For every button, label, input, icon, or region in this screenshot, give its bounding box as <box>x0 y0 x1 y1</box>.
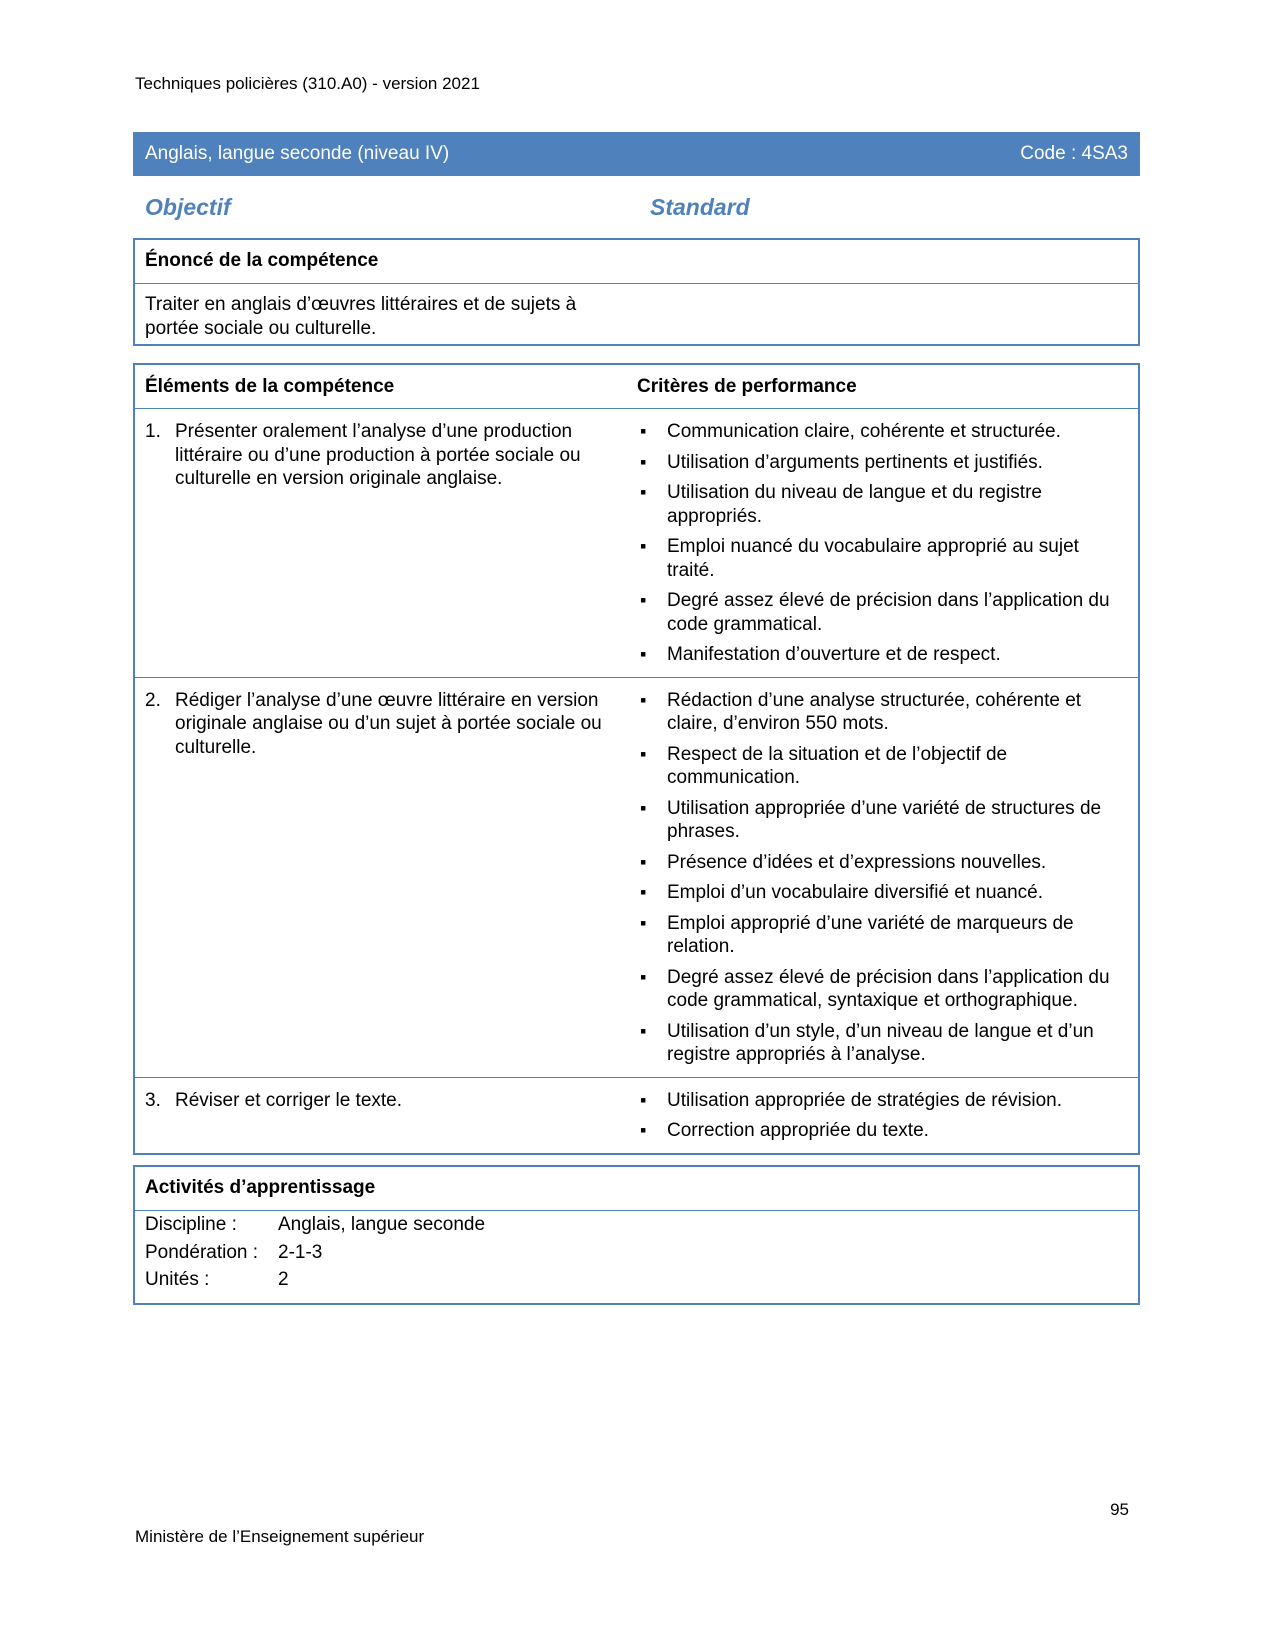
program-header: Techniques policières (310.A0) - version 2021 <box>135 74 480 93</box>
objectif-heading: Objectif <box>145 194 231 220</box>
element-text: Présenter oralement l’analyse d’une production littéraire ou d’une production à portée sociale ou culturelle en version originale anglaise. <box>175 421 581 489</box>
discipline-row <box>135 1211 1138 1239</box>
element-text: Réviser et corriger le texte. <box>175 1089 403 1111</box>
unites-row <box>135 1266 1138 1294</box>
enonce-box <box>133 238 1140 346</box>
table-row <box>135 409 1138 678</box>
table-row <box>135 678 1138 1078</box>
bullet-icon: ▪ <box>640 1089 647 1110</box>
list-item: ▪ Respect de la situation et de l’objectif de communication. <box>640 743 1008 788</box>
list-item: ▪ Emploi d’un vocabulaire diversifié et nuancé. <box>640 882 1043 903</box>
criteria-column-header: Critères de performance <box>637 375 857 397</box>
list-item: ▪ Utilisation appropriée de stratégies de révision. <box>640 1089 1062 1111</box>
standard-heading: Standard <box>650 194 750 220</box>
elements-column-header: Éléments de la compétence <box>145 375 395 397</box>
element-cell <box>135 409 637 677</box>
list-item: ▪ Communication claire, cohérente et structurée. <box>640 421 1061 442</box>
list-item: ▪ Utilisation du niveau de langue et du registre appropriés. <box>640 482 1042 527</box>
competence-table-header <box>135 365 1138 409</box>
bullet-icon: ▪ <box>640 797 647 818</box>
list-item: ▪ Correction appropriée du texte. <box>640 1120 929 1141</box>
bullet-icon: ▪ <box>640 421 647 441</box>
enonce-text: Traiter en anglais d’œuvres littéraires et de sujets à portée sociale ou culturelle. <box>145 294 577 339</box>
bullet-icon: ▪ <box>640 1120 647 1140</box>
activities-heading: Activités d’apprentissage <box>135 1167 1138 1211</box>
bullet-icon: ▪ <box>640 590 647 610</box>
list-item: ▪ Rédaction d’une analyse structurée, cohérente et claire, d’environ 550 mots. <box>640 689 1082 734</box>
element-number: 3. <box>145 1089 161 1111</box>
unites-label: Unités : <box>145 1269 210 1290</box>
bullet-icon: ▪ <box>640 451 647 472</box>
element-text: Rédiger l’analyse d’une œuvre littéraire en version originale anglaise ou d’un sujet à portée sociale ou culturelle. <box>175 689 602 758</box>
enonce-heading: Énoncé de la compétence <box>135 240 1138 284</box>
element-number: 1. <box>145 421 161 442</box>
criteria-cell <box>637 678 1138 1077</box>
bullet-icon: ▪ <box>640 689 647 710</box>
list-item: ▪ Utilisation d’un style, d’un niveau de langue et d’un registre appropriés à l’analyse. <box>640 1020 1094 1065</box>
discipline-label: Discipline : <box>145 1214 237 1235</box>
list-item: ▪ Degré assez élevé de précision dans l’application du code grammatical, syntaxique et orthographique. <box>640 966 1110 1011</box>
ponderation-label: Pondération : <box>145 1241 259 1263</box>
bullet-icon: ▪ <box>640 851 647 872</box>
discipline-value: Anglais, langue seconde <box>278 1214 486 1235</box>
ponderation-row <box>135 1239 1138 1267</box>
list-item: ▪ Emploi nuancé du vocabulaire approprié au sujet traité. <box>640 536 1079 581</box>
list-item: ▪ Utilisation appropriée d’une variété de structures de phrases. <box>640 797 1102 842</box>
criteria-cell <box>637 409 1138 677</box>
criteria-cell <box>637 1078 1138 1153</box>
bullet-icon: ▪ <box>640 882 647 902</box>
bullet-icon: ▪ <box>640 482 647 502</box>
list-item: ▪ Utilisation d’arguments pertinents et justifiés. <box>640 451 1043 473</box>
course-code: Code : 4SA3 <box>1020 143 1128 164</box>
page-number: 95 <box>1110 1500 1129 1519</box>
bullet-icon: ▪ <box>640 1020 647 1041</box>
list-item: ▪ Emploi approprié d’une variété de marqueurs de relation. <box>640 912 1074 957</box>
element-number: 2. <box>145 689 161 711</box>
course-title-bar <box>133 132 1140 176</box>
list-item: ▪ Manifestation d’ouverture et de respect. <box>640 644 1001 665</box>
element-cell <box>135 678 637 1077</box>
bullet-icon: ▪ <box>640 644 647 664</box>
activities-box <box>133 1165 1140 1305</box>
course-title: Anglais, langue seconde (niveau IV) <box>145 143 450 164</box>
bullet-icon: ▪ <box>640 743 647 764</box>
competence-table <box>133 363 1140 1155</box>
table-row <box>135 1078 1138 1153</box>
list-item: ▪ Degré assez élevé de précision dans l’application du code grammatical. <box>640 590 1110 635</box>
unites-value: 2 <box>278 1269 289 1290</box>
bullet-icon: ▪ <box>640 966 647 987</box>
ministry-footer: Ministère de l’Enseignement supérieur <box>135 1527 425 1546</box>
bullet-icon: ▪ <box>640 912 647 933</box>
list-item: ▪ Présence d’idées et d’expressions nouvelles. <box>640 851 1047 873</box>
bullet-icon: ▪ <box>640 536 647 556</box>
element-cell <box>135 1078 637 1153</box>
ponderation-value: 2-1-3 <box>278 1241 323 1263</box>
